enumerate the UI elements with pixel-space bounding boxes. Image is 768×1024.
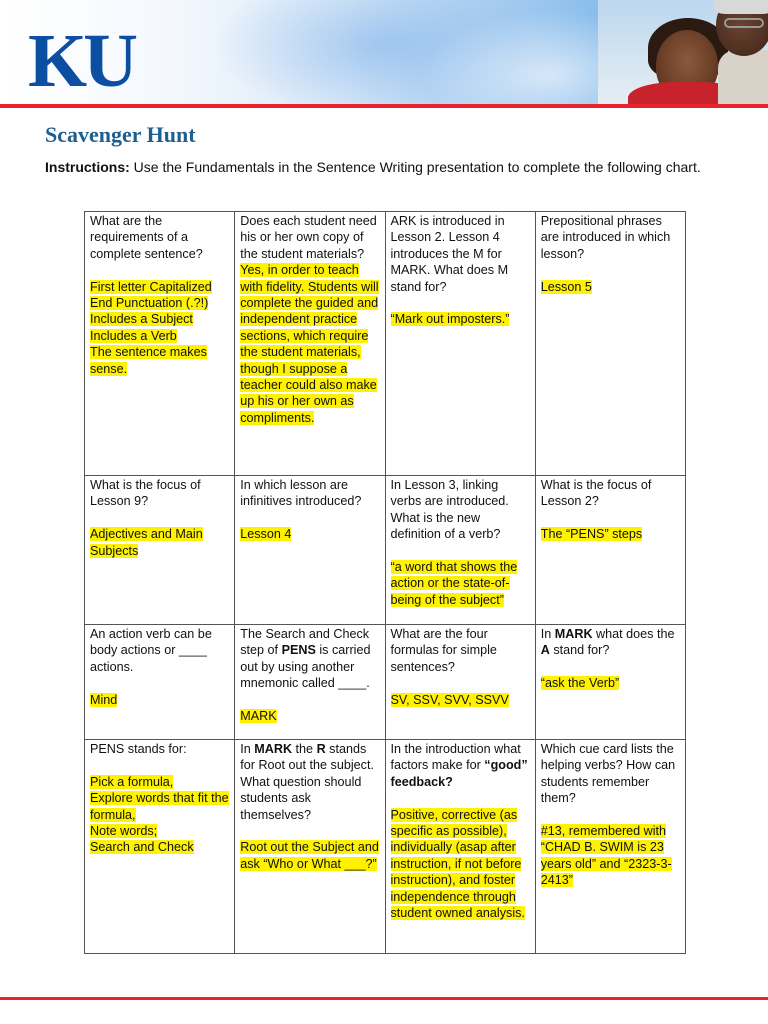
question: In the introduction what factors make for “good” feedback? [390,742,528,789]
answer: Root out the Subject and ask “Who or What ___?” [240,840,379,871]
table-cell [385,476,535,625]
question: An action verb can be body actions or ____ actions. [90,627,212,674]
table-cell [535,625,685,740]
question: What are the four formulas for simple sentences? [390,627,497,674]
table-cell [385,625,535,740]
header-banner [0,0,768,104]
answer: The “PENS” steps [540,527,643,542]
answer: Yes, in order to teach with fidelity. Students will complete the guided and independent practice sections, which require the student materials, though I suppose a teacher could also make up his or her own as compliments. [240,263,379,425]
question: Which cue card lists the helping verbs? How can students remember them? [540,742,676,806]
answer: Pick a formula, [90,774,174,789]
instructions-text: Use the Fundamentals in the Sentence Writing presentation to complete the following chart. [129,159,701,175]
table-cell [85,740,235,954]
answer: The sentence makes sense. [90,345,207,376]
answer: “a word that shows the action or the state-of-being of the subject” [390,560,518,607]
answer: Search and Check [90,840,194,855]
question: In Lesson 3, linking verbs are introduced. What is the new definition of a verb? [390,478,509,542]
answer: SV, SSV, SVV, SSVV [390,692,509,707]
question: What is the focus of Lesson 9? [90,478,201,509]
scavenger-hunt-table [84,211,686,954]
question: Does each student need his or her own copy of the student materials? [240,214,377,261]
question: In MARK what does the A stand for? [540,627,675,658]
table-cell [85,212,235,476]
table-cell [235,476,385,625]
table-row [85,212,686,476]
table-cell [235,212,385,476]
question: PENS stands for: [90,742,187,756]
answer: Adjectives and Main Subjects [90,527,203,558]
answer: #13, remembered with “CHAD B. SWIM is 23 years old” and “2323-3-2413” [540,824,672,888]
question: In which lesson are infinitives introduced? [240,478,362,509]
ku-logo: KU [28,19,134,103]
instructions [45,157,725,178]
page-title: Scavenger Hunt [45,122,196,147]
table-cell [85,625,235,740]
header-photo [598,0,768,104]
table-cell [535,740,685,954]
question: What is the focus of Lesson 2? [540,478,652,509]
table-row [85,740,686,954]
answer: Note words; [90,824,158,839]
table-cell [235,625,385,740]
instructions-label: Instructions: [45,159,130,175]
answer: First letter Capitalized [90,279,212,294]
table-cell [385,740,535,954]
table-cell [535,212,685,476]
question: The Search and Check step of PENS is carried out by using another mnemonic called ____. [240,627,371,691]
answer: MARK [240,709,277,724]
table-cell [235,740,385,954]
table-cell [85,476,235,625]
table-row [85,625,686,740]
question: What are the requirements of a complete sentence? [90,214,203,261]
footer-divider [0,997,768,1000]
answer: Includes a Subject [90,312,193,327]
answer: Mind [90,692,118,707]
answer: Explore words that fit the formula, [90,791,229,822]
table-row [85,476,686,625]
question: ARK is introduced in Lesson 2. Lesson 4 introduces the M for MARK. What does M stand for? [390,214,509,294]
pens-bold: PENS [281,643,316,658]
answer: “ask the Verb” [540,676,620,691]
question: In MARK the R stands for Root out the subject. What question should students ask themselves? [240,742,374,822]
table-cell [535,476,685,625]
answer: Positive, corrective (as specific as possible), individually (asap after instruction, if not before instruction), and foster independence through student owned analysis. [390,807,525,921]
question: Prepositional phrases are introduced in which lesson? [540,214,671,261]
answer: “Mark out imposters.” [390,312,510,327]
answer: End Punctuation (.?!) [90,296,209,311]
header-divider [0,104,768,108]
answer: Lesson 5 [540,279,592,294]
table-cell [385,212,535,476]
answer: Includes a Verb [90,328,177,343]
answer: Lesson 4 [240,527,292,542]
